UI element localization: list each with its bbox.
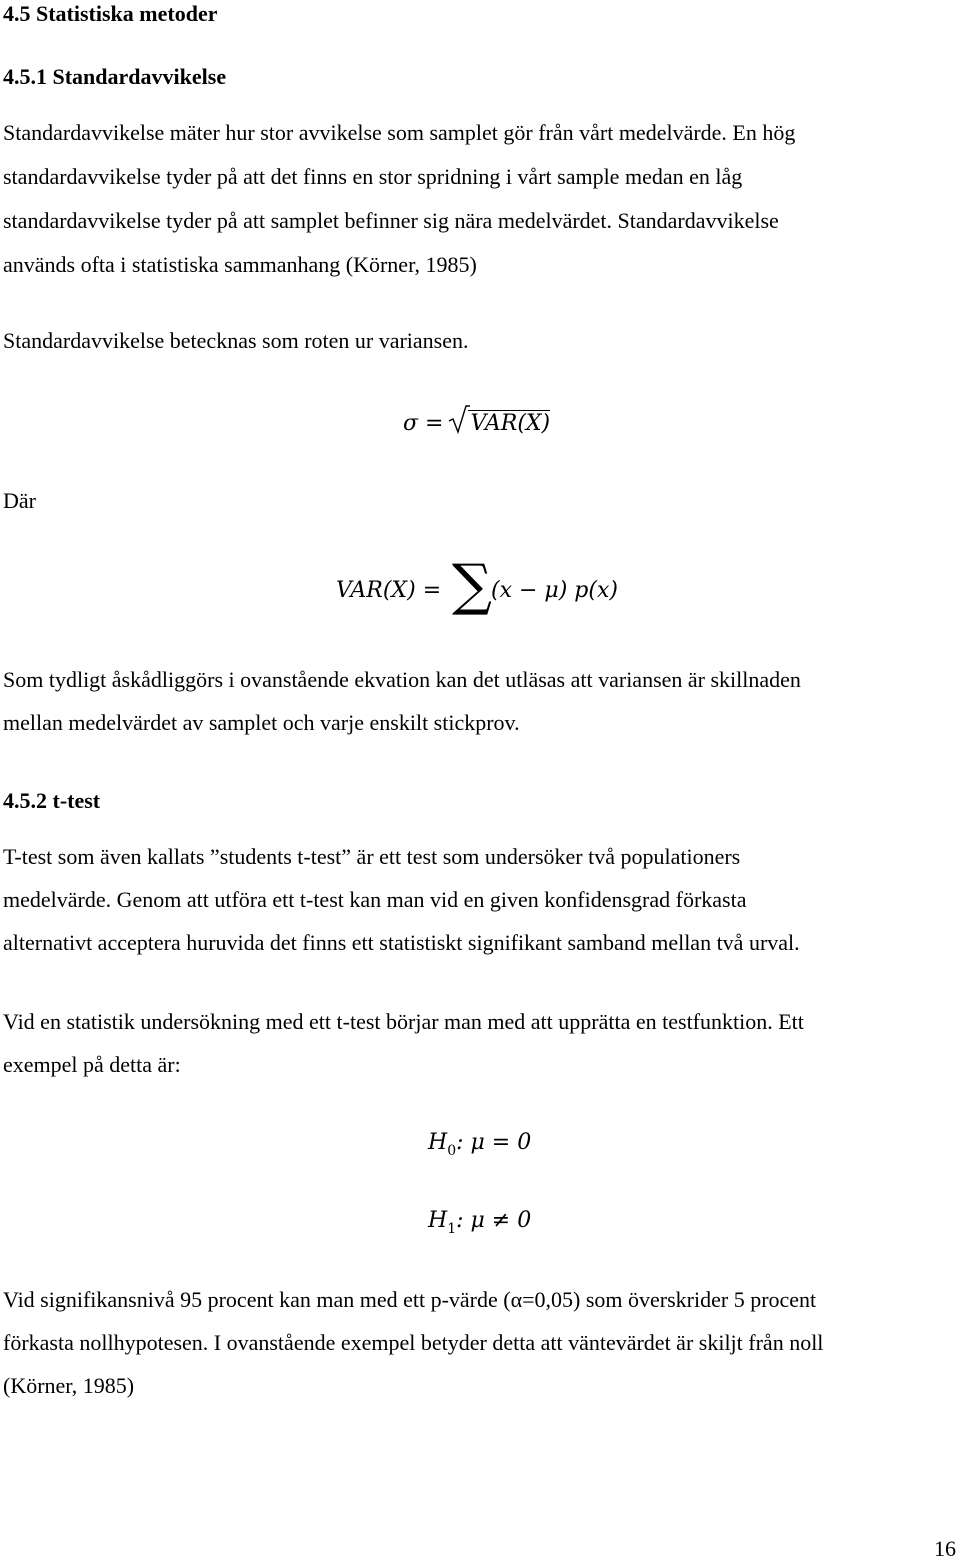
paragraph-line: Standardavvikelse mäter hur stor avvikelse som samplet gör från vårt medelvärde. En hög [3, 120, 796, 145]
equation-variance-rhs: (x − μ) p(x) [491, 578, 618, 603]
paragraph-sqrt-variance: Standardavvikelse betecknas som roten ur variansen. [3, 328, 469, 353]
hypothesis-null [428, 1130, 531, 1158]
equation-variance-lhs [336, 578, 441, 604]
section-heading: 4.5 Statistiska metoder [3, 1, 218, 26]
equation-sigma [403, 410, 550, 437]
hypothesis-null-symbol: H [428, 1130, 448, 1155]
paragraph-line: standardavvikelse tyder på att det finns en stor spridning i vårt sample medan en låg [3, 164, 743, 189]
hypothesis-null-index: 0 [447, 1143, 457, 1159]
summation-icon: ∑ [452, 553, 492, 618]
paragraph-line: förkasta nollhypotesen. I ovanstående exempel betyder detta att väntevärdet är skiljt från noll [3, 1330, 824, 1355]
equation-variance-lhs-text: VAR(X) [336, 578, 416, 603]
paragraph-line: Som tydligt åskådliggörs i ovanstående ekvation kan det utläsas att variansen är skillnaden [3, 667, 801, 692]
equation-sigma-equals: = [425, 411, 444, 436]
paragraph-line: T-test som även kallats ”students t-test” är ett test som undersöker två populationers [3, 844, 741, 869]
where-label: Där [3, 488, 36, 513]
paragraph-line: Vid signifikansnivå 95 procent kan man med ett p-värde (α=0,05) som överskrider 5 procent [3, 1287, 817, 1312]
hypothesis-alternative-condition: : μ ≠ 0 [456, 1208, 532, 1233]
equation-sigma-lhs: σ [403, 411, 419, 436]
paragraph-line: (Körner, 1985) [3, 1373, 135, 1398]
hypothesis-alternative [428, 1208, 531, 1236]
paragraph-line: alternativt acceptera huruvida det finns ett statistiskt signifikant samband mellan två urval. [3, 930, 800, 955]
hypothesis-null-condition: : μ = 0 [456, 1130, 532, 1155]
hypothesis-alternative-index: 1 [447, 1221, 457, 1237]
paragraph-line: exempel på detta är: [3, 1052, 181, 1077]
radical-icon [448, 405, 470, 435]
page-number: 16 [934, 1536, 956, 1561]
paragraph-line: medelvärde. Genom att utföra ett t-test kan man vid en given konfidensgrad förkasta [3, 887, 747, 912]
subsection-heading-standardavvikelse: 4.5.1 Standardavvikelse [3, 64, 227, 89]
paragraph-line: Vid en statistik undersökning med ett t-test börjar man med att upprätta en testfunktion. Ett [3, 1009, 804, 1034]
paragraph-line: standardavvikelse tyder på att samplet befinner sig nära medelvärdet. Standardavvikelse [3, 208, 779, 233]
sqrt-symbol [450, 410, 550, 437]
paragraph-line: används ofta i statistiska sammanhang (Körner, 1985) [3, 252, 477, 277]
equation-sigma-rhs: VAR(X) [470, 411, 551, 436]
paragraph-line: mellan medelvärdet av samplet och varje enskilt stickprov. [3, 710, 520, 735]
hypothesis-alternative-symbol: H [428, 1208, 448, 1233]
equation-variance-equals: = [422, 578, 442, 603]
subsection-heading-t-test: 4.5.2 t-test [3, 788, 101, 813]
